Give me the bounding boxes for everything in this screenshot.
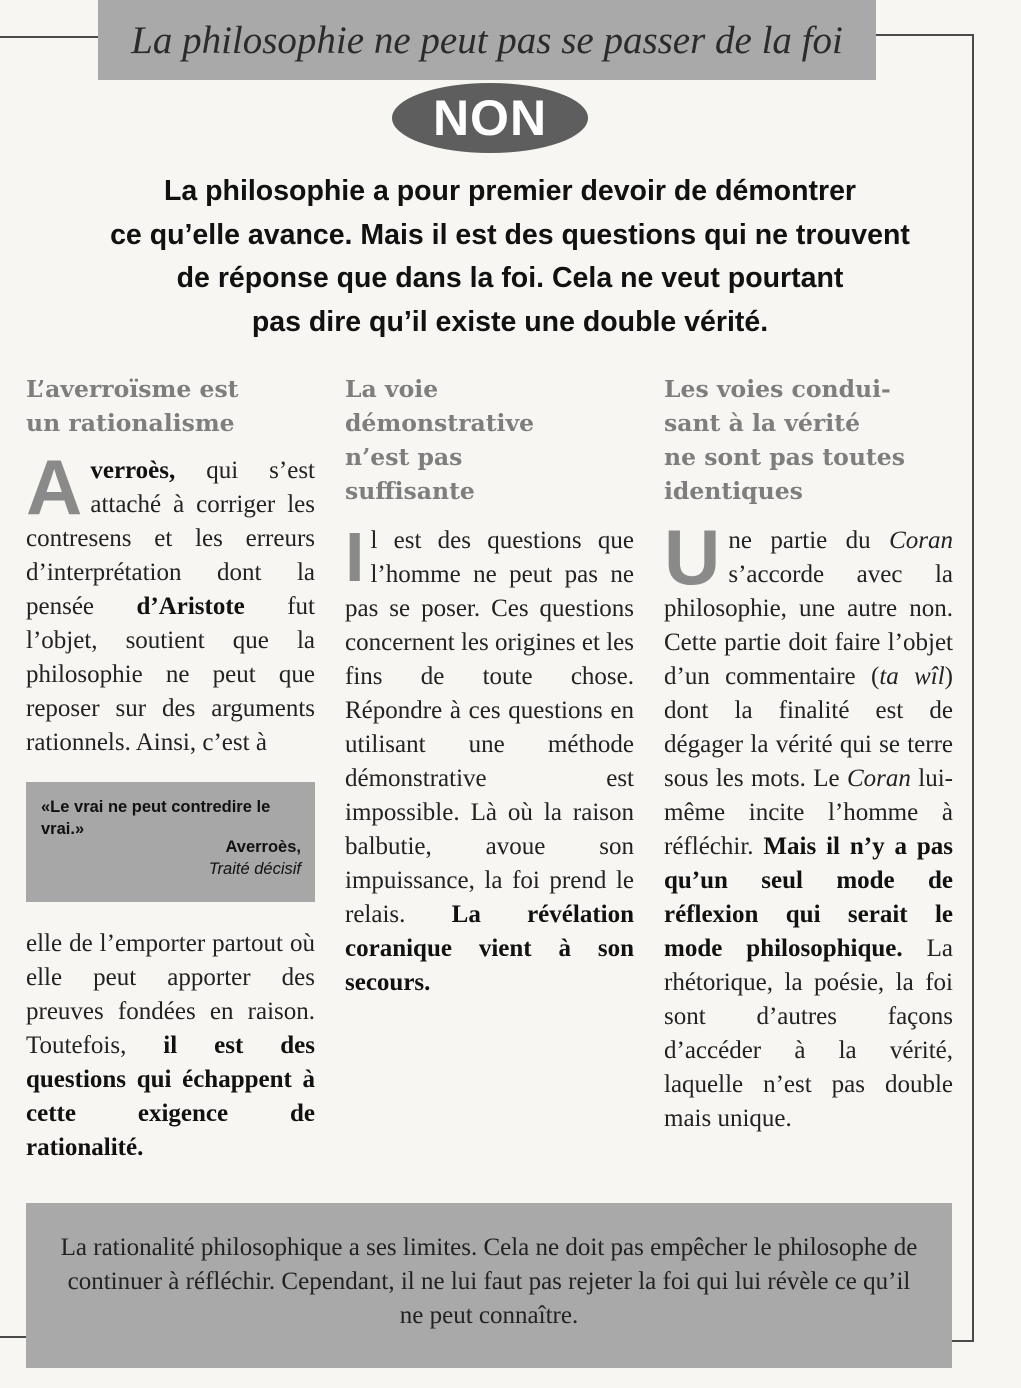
- italic-text-run: Coran: [847, 765, 911, 792]
- lead-line: de réponse que dans la foi. Cela ne veut pourtant: [176, 262, 844, 294]
- text-run: ne partie du: [728, 527, 890, 554]
- column-paragraph: [664, 513, 954, 1136]
- bold-text-run: verroès,: [90, 457, 176, 484]
- heading-line: ne sont pas toutes: [664, 443, 905, 471]
- paragraph-text: [26, 930, 315, 1161]
- text-run: l est des questions que l’homme ne peut pas ne pas se poser. Ces questions concernent les origines et les fins de toute chose. Répondre à ces questions en utilisant une méthode démonstrative est impossible. Là où la raison balbutie, avoue son impuissance, la foi prend le relais.: [345, 527, 634, 928]
- column-heading: [26, 372, 315, 440]
- lead-line: La philosophie a pour premier devoir de démontrer: [163, 175, 857, 207]
- heading-line: un rationalisme: [26, 409, 235, 437]
- heading-line: La voie: [345, 375, 439, 403]
- frame-bottom-right-line: [952, 1340, 974, 1342]
- non-badge: [392, 83, 588, 153]
- column-heading: [664, 372, 953, 508]
- column-averroisme-continued: [26, 927, 315, 1165]
- quote-source: Traité décisif: [208, 860, 301, 878]
- lead-line: pas dire qu’il existe une double vérité.: [251, 305, 769, 338]
- column-voies-verite: [664, 372, 953, 1136]
- heading-line: identiques: [664, 477, 803, 505]
- bold-text-run: La révélation coranique vient à son secours.: [345, 901, 634, 996]
- lead-line: ce qu’elle avance. Mais il est des questions qui ne trouvent: [110, 218, 910, 251]
- heading-line: Les voies condui-: [664, 375, 891, 403]
- page-title: La philosophie ne peut pas se passer de la foi: [131, 18, 843, 62]
- italic-text-run: Coran: [889, 527, 953, 554]
- bold-text-run: d’Aristote: [136, 593, 245, 620]
- conclusion-box: [26, 1203, 952, 1368]
- text-run: La rhétorique, la poésie, la foi sont d’autres façons d’accéder à la vérité, laquelle n’est pas double mais unique.: [664, 935, 953, 1132]
- frame-top-left-line: [0, 36, 98, 38]
- column-paragraph: [26, 443, 315, 760]
- quote-text: «Le vrai ne peut contredire le vrai.»: [41, 798, 271, 838]
- heading-line: sant à la vérité: [664, 409, 861, 437]
- paragraph-text: [664, 513, 954, 1132]
- column-heading: [345, 372, 634, 508]
- heading-line: n’est pas: [345, 443, 463, 471]
- conclusion-text: La rationalité philosophique a ses limites. Cela ne doit pas empêcher le philosophe de continuer à réfléchir. Cependant, il ne lui faut pas rejeter la foi qui lui révèle ce qu’il ne peut connaître.: [60, 1234, 918, 1329]
- text-run: fut l’objet, soutient que la philosophie ne peut que reposer sur des arguments rationnels. Ainsi, c’est à: [26, 593, 315, 756]
- bold-text-run: il est des questions qui échappent à cette exigence de rationalité.: [26, 1032, 315, 1161]
- column-paragraph: [345, 518, 634, 1000]
- heading-line: suffisante: [345, 477, 475, 505]
- dropcap-letter: I: [345, 518, 365, 596]
- paragraph-text: [345, 518, 634, 996]
- text-run: s’accorde avec la philosophie, une autre non. Cette partie doit faire l’objet d’un commentaire (: [664, 561, 953, 690]
- column-voie-demonstrative: [345, 372, 634, 1000]
- lead-paragraph: [30, 170, 990, 344]
- bold-text-run: Mais il n’y a pas qu’un seul mode de réflexion qui serait le mode philosophique.: [664, 833, 953, 962]
- dropcap-letter: A: [26, 443, 83, 531]
- frame-top-right-line: [876, 34, 974, 36]
- text-run: ) dont la finalité est de dégager la vérité qui se terre sous les mots. Le: [664, 663, 953, 792]
- heading-line: démonstrative: [345, 409, 535, 437]
- text-run: elle de l’emporter partout où elle peut apporter des preuves fondées en raison. Toutefois,: [26, 930, 315, 1059]
- text-run: lui-même incite l’homme à réfléchir.: [664, 765, 954, 860]
- title-banner: [98, 0, 876, 80]
- quote-author: Averroès,: [225, 838, 301, 856]
- text-run: qui s’est attaché à corriger les contresens et les erreurs d’interprétation dont la pensée: [26, 457, 315, 620]
- column-averroisme: [26, 372, 315, 760]
- heading-line: L’averroïsme est: [26, 375, 239, 403]
- column-paragraph: [26, 927, 315, 1165]
- frame-bottom-left-line: [0, 1336, 26, 1338]
- non-badge-label: NON: [432, 90, 548, 146]
- italic-text-run: ta wîl: [879, 663, 945, 690]
- dropcap-letter: U: [664, 513, 721, 601]
- quote-box: [26, 782, 315, 902]
